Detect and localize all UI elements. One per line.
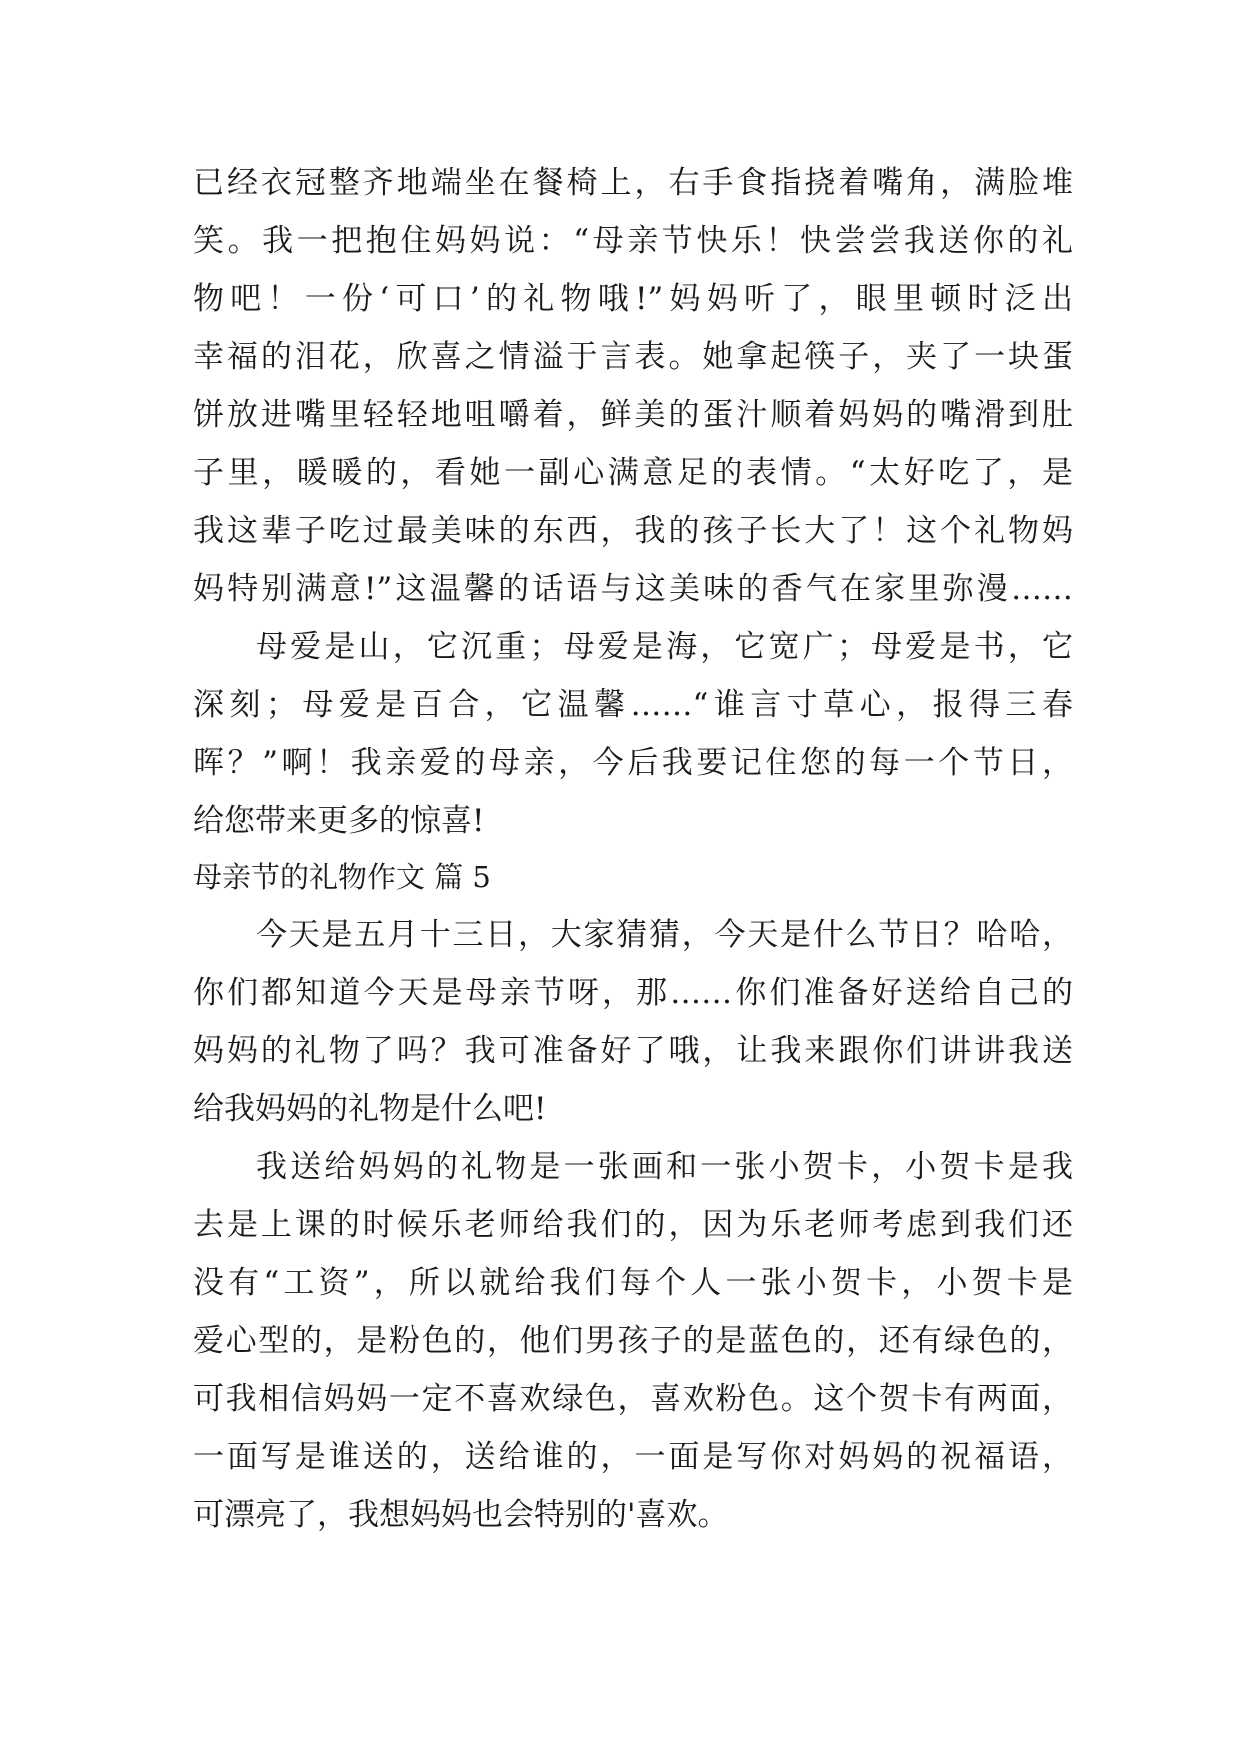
paragraph-line: 笑。我一把抱住妈妈说：“母亲节快乐！快尝尝我送你的礼 [193, 223, 1073, 259]
paragraph-line: 妈特别满意!”这温馨的话语与这美味的香气在家里弥漫…… [193, 571, 1073, 607]
paragraph-line: 饼放进嘴里轻轻地咀嚼着，鲜美的蛋汁顺着妈妈的嘴滑到肚 [193, 397, 1073, 433]
paragraph-line: 今天是五月十三日，大家猜猜，今天是什么节日？哈哈， [256, 917, 1073, 953]
paragraph-line: 深刻；母爱是百合，它温馨……“谁言寸草心，报得三春 [193, 687, 1073, 723]
paragraph-line: 你们都知道今天是母亲节呀，那……你们准备好送给自己的 [193, 975, 1073, 1011]
paragraph-line: 没有“工资”，所以就给我们每个人一张小贺卡，小贺卡是 [193, 1265, 1073, 1301]
paragraph-line: 晖？”啊！我亲爱的母亲，今后我要记住您的每一个节日， [193, 745, 1073, 781]
paragraph-line: 幸福的泪花，欣喜之情溢于言表。她拿起筷子，夹了一块蛋 [193, 339, 1073, 375]
paragraph-line: 可漂亮了，我想妈妈也会特别的'喜欢。 [193, 1497, 729, 1533]
paragraph-line: 物吧！一份‘可口’的礼物哦!”妈妈听了，眼里顿时泛出 [193, 281, 1073, 317]
paragraph-line: 一面写是谁送的，送给谁的，一面是写你对妈妈的祝福语， [193, 1439, 1073, 1475]
paragraph-line: 给您带来更多的惊喜! [193, 803, 485, 839]
paragraph-line: 已经衣冠整齐地端坐在餐椅上，右手食指挠着嘴角，满脸堆 [193, 165, 1073, 201]
paragraph-line: 爱心型的，是粉色的，他们男孩子的是蓝色的，还有绿色的， [193, 1323, 1073, 1359]
paragraph-line: 可我相信妈妈一定不喜欢绿色，喜欢粉色。这个贺卡有两面， [193, 1381, 1073, 1417]
paragraph-line: 去是上课的时候乐老师给我们的，因为乐老师考虑到我们还 [193, 1207, 1073, 1243]
paragraph-line: 子里，暖暖的，看她一副心满意足的表情。“太好吃了，是 [193, 455, 1073, 491]
paragraph-line: 给我妈妈的礼物是什么吧! [193, 1091, 547, 1127]
paragraph-line: 母爱是山，它沉重；母爱是海，它宽广；母爱是书，它 [256, 629, 1073, 665]
paragraph-line: 我这辈子吃过最美味的东西，我的孩子长大了！这个礼物妈 [193, 513, 1073, 549]
paragraph-line: 妈妈的礼物了吗？我可准备好了哦，让我来跟你们讲讲我送 [193, 1033, 1073, 1069]
section-heading: 母亲节的礼物作文 篇 5 [193, 860, 491, 894]
paragraph-line: 我送给妈妈的礼物是一张画和一张小贺卡，小贺卡是我 [256, 1149, 1073, 1185]
